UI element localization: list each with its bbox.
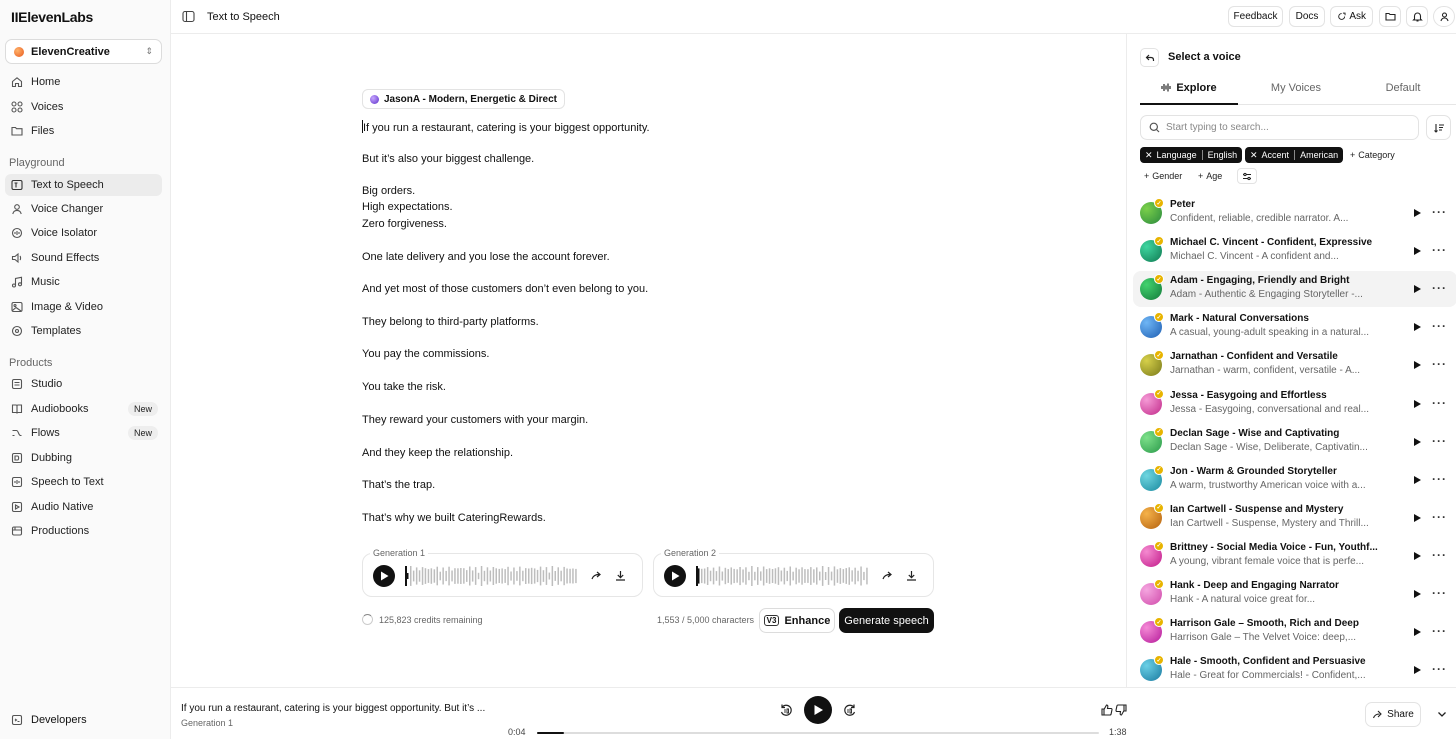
isolator-icon	[11, 227, 23, 239]
player-play-button[interactable]	[804, 696, 832, 724]
tab-default[interactable]: Default	[1385, 82, 1421, 94]
voice-name: Jessa - Easygoing and Effortless	[1170, 389, 1327, 401]
enhance-label: Enhance	[784, 614, 831, 627]
ask-button[interactable]	[1330, 6, 1373, 27]
folder-icon	[11, 125, 23, 137]
voice-row[interactable]	[1133, 195, 1456, 231]
add-gender-filter[interactable]: + Gender	[1144, 171, 1183, 181]
preview-play-icon[interactable]	[1411, 283, 1423, 295]
share-icon[interactable]	[590, 569, 603, 582]
voice-avatar	[370, 95, 379, 104]
sidebar-item-label: Audio Native	[31, 501, 94, 513]
voice-row[interactable]	[1133, 652, 1456, 688]
active-tab-indicator	[1140, 103, 1238, 105]
voice-name: Jon - Warm & Grounded Storyteller	[1170, 465, 1337, 477]
sidebar-item-productions[interactable]	[5, 520, 162, 542]
preview-play-icon[interactable]	[1411, 245, 1423, 257]
voice-description: Adam - Authentic & Engaging Storyteller -...	[1170, 289, 1363, 301]
files-button[interactable]	[1379, 6, 1401, 27]
sidebar-item-files[interactable]	[5, 120, 162, 142]
voice-panel-title: Select a voice	[1168, 51, 1241, 63]
generate-speech-button[interactable]: Generate speech	[839, 608, 934, 633]
logo[interactable]: IIElevenLabs	[11, 9, 93, 25]
sidebar-item-label: Files	[31, 125, 55, 137]
waveform[interactable]	[696, 565, 868, 587]
editor-line: Zero forgiveness.	[362, 218, 447, 230]
more-options-icon[interactable]: ···	[1432, 433, 1447, 448]
current-time: 0:04	[508, 727, 526, 737]
sidebar	[0, 0, 171, 739]
voice-name: Mark - Natural Conversations	[1170, 313, 1309, 325]
remove-filter-icon[interactable]: ✕	[1250, 149, 1258, 160]
plus-icon: +	[1198, 171, 1204, 181]
waveform-icon	[1161, 83, 1172, 92]
more-options-icon[interactable]: ···	[1432, 243, 1447, 258]
verified-badge-icon: ✓	[1154, 198, 1164, 208]
sidebar-item-label: Home	[31, 76, 61, 88]
chevron-up-down-icon: ⇕	[145, 46, 153, 56]
voice-row[interactable]	[1133, 309, 1456, 345]
sidebar-item-image-video[interactable]	[5, 296, 162, 318]
verified-badge-icon: ✓	[1154, 312, 1164, 322]
sidebar-item-studio[interactable]	[5, 373, 162, 395]
workspace-name: ElevenCreative	[31, 45, 110, 58]
text-to-speech-icon	[11, 179, 23, 191]
credits-ring-icon	[362, 614, 373, 625]
preview-play-icon[interactable]	[1411, 207, 1423, 219]
section-products: Products	[9, 357, 53, 369]
character-count: 1,553 / 5,000 characters	[657, 615, 755, 625]
sidebar-item-voice-changer[interactable]	[5, 198, 162, 220]
editor-line: High expectations.	[362, 201, 453, 213]
editor-line: Big orders.	[362, 185, 416, 197]
page-title: Text to Speech	[207, 11, 280, 23]
voice-description: A warm, trustworthy American voice with a...	[1170, 479, 1366, 491]
sidebar-item-audiobooks[interactable]	[5, 398, 162, 420]
sidebar-item-label: Developers	[31, 714, 87, 726]
rewind-10-icon[interactable]	[779, 703, 793, 717]
workspace-avatar	[14, 47, 24, 57]
play-button[interactable]	[373, 565, 395, 587]
download-icon[interactable]	[614, 569, 627, 582]
voice-description: Ian Cartwell - Suspense, Mystery and Thrill...	[1170, 517, 1369, 529]
sidebar-item-label: Flows	[31, 427, 60, 439]
plus-icon: +	[1350, 150, 1356, 160]
share-icon[interactable]	[881, 569, 894, 582]
music-icon	[11, 276, 23, 288]
credits-remaining	[362, 614, 483, 625]
filter-value: American	[1300, 150, 1339, 160]
verified-badge-icon: ✓	[1154, 579, 1164, 589]
sidebar-item-voice-isolator[interactable]	[5, 222, 162, 244]
player-track-text: If you run a restaurant, catering is your biggest opportunity. But it’s ...	[181, 703, 486, 714]
voice-name: Michael C. Vincent - Confident, Expressive	[1170, 237, 1373, 249]
sidebar-item-label: Music	[31, 276, 60, 288]
voice-description: Declan Sage - Wise, Deliberate, Captivatin...	[1170, 441, 1368, 453]
voice-description: Jarnathan - warm, confident, versatile - A...	[1170, 365, 1361, 377]
sidebar-item-label: Voice Changer	[31, 203, 104, 215]
duration: 1:38	[1109, 727, 1127, 737]
editor-line: That’s the trap.	[362, 479, 436, 491]
audio-player	[171, 687, 1456, 739]
verified-badge-icon: ✓	[1154, 236, 1164, 246]
top-bar	[171, 0, 1456, 34]
sidebar-item-flows[interactable]	[5, 422, 162, 444]
sidebar-item-label: Audiobooks	[31, 403, 89, 415]
voice-description: Jessa - Easygoing, conversational and real...	[1170, 403, 1369, 415]
code-icon	[11, 714, 23, 726]
more-options-icon[interactable]: ···	[1432, 509, 1447, 524]
more-options-icon[interactable]: ···	[1432, 547, 1447, 562]
studio-icon	[11, 378, 23, 390]
voice-selector-chip[interactable]	[362, 89, 565, 109]
preview-play-icon[interactable]	[1411, 474, 1423, 486]
sliders-icon	[1242, 172, 1252, 181]
sidebar-item-text-to-speech[interactable]	[5, 174, 162, 196]
image-icon	[11, 301, 23, 313]
voice-name: Brittney - Social Media Voice - Fun, Youthf...	[1170, 541, 1378, 553]
editor-line: One late delivery and you lose the account forever.	[362, 251, 610, 263]
preview-play-icon[interactable]	[1411, 512, 1423, 524]
editor-line: But it’s also your biggest challenge.	[362, 153, 535, 165]
filter-chip-language[interactable]	[1140, 147, 1242, 163]
voice-panel	[1126, 34, 1456, 687]
preview-play-icon[interactable]	[1411, 626, 1423, 638]
voice-name: Hank - Deep and Engaging Narrator	[1170, 580, 1339, 591]
editor-line: You take the risk.	[362, 381, 446, 393]
voice-row[interactable]	[1133, 500, 1456, 536]
more-options-icon[interactable]: ···	[1432, 624, 1447, 639]
voice-row[interactable]	[1133, 424, 1456, 460]
voice-name: Peter	[1170, 199, 1196, 210]
audio-native-icon	[11, 501, 23, 513]
speech-to-text-icon	[11, 476, 23, 488]
more-options-icon[interactable]: ···	[1432, 662, 1447, 677]
generation-card-2	[653, 553, 934, 597]
generation-label: Generation 1	[370, 548, 428, 558]
tab-explore[interactable]: Explore	[1140, 82, 1238, 94]
voice-name: Hale - Smooth, Confident and Persuasive	[1170, 656, 1366, 668]
voice-chip-label: JasonA - Modern, Energetic & Direct	[384, 93, 557, 105]
voice-row[interactable]	[1133, 614, 1456, 650]
sidebar-item-label: Templates	[31, 325, 82, 337]
more-options-icon[interactable]: ···	[1432, 205, 1447, 219]
divider	[1294, 150, 1295, 160]
share-label: Share	[1387, 709, 1414, 720]
filter-settings-button[interactable]	[1237, 168, 1257, 184]
add-category-filter[interactable]: + Category	[1350, 150, 1395, 160]
waveform[interactable]	[405, 565, 577, 587]
editor-line: That’s why we built CateringRewards.	[362, 512, 546, 524]
more-options-icon[interactable]: ···	[1432, 281, 1447, 296]
new-badge: New	[128, 402, 158, 416]
tab-my-voices[interactable]: My Voices	[1270, 82, 1322, 94]
home-icon	[11, 76, 23, 88]
voice-description: Hank - A natural voice great for...	[1170, 594, 1316, 605]
sidebar-item-label: Voices	[31, 101, 64, 113]
verified-badge-icon: ✓	[1154, 389, 1164, 399]
divider	[1202, 150, 1203, 160]
progress-bar[interactable]	[537, 732, 1099, 734]
thumbs-up-icon[interactable]	[1101, 704, 1113, 716]
voice-name: Declan Sage - Wise and Captivating	[1170, 427, 1340, 439]
sidebar-item-label: Image & Video	[31, 301, 103, 313]
generation-label: Generation 2	[661, 548, 719, 558]
avatar-icon	[1439, 11, 1450, 22]
new-badge: New	[128, 426, 158, 440]
share-button[interactable]	[1365, 702, 1421, 727]
voice-name: Jarnathan - Confident and Versatile	[1170, 351, 1338, 363]
play-button[interactable]	[664, 565, 686, 587]
user-icon	[11, 203, 23, 215]
docs-button[interactable]: Docs	[1289, 6, 1325, 27]
more-options-icon[interactable]: ···	[1432, 357, 1447, 372]
verified-badge-icon: ✓	[1154, 465, 1164, 475]
ask-label: Ask	[1349, 11, 1366, 22]
player-track-subtitle: Generation 1	[181, 718, 234, 728]
sort-button[interactable]	[1426, 115, 1451, 140]
play-icon	[671, 571, 680, 581]
ask-icon	[1337, 11, 1346, 22]
sidebar-item-developers[interactable]	[5, 710, 162, 730]
chevron-down-icon[interactable]	[1436, 708, 1448, 720]
voice-search-input[interactable]	[1166, 122, 1406, 133]
sidebar-item-sound-effects[interactable]	[5, 247, 162, 269]
voice-row[interactable]	[1133, 386, 1456, 422]
verified-badge-icon: ✓	[1154, 541, 1164, 551]
remove-filter-icon[interactable]: ✕	[1145, 149, 1153, 160]
voice-row[interactable]	[1133, 233, 1456, 269]
sidebar-item-label: Speech to Text	[31, 476, 104, 488]
voice-description: A young, vibrant female voice that is perfe...	[1170, 555, 1364, 567]
voice-name: Adam - Engaging, Friendly and Bright	[1170, 275, 1350, 287]
verified-badge-icon: ✓	[1154, 350, 1164, 360]
sidebar-item-home[interactable]	[5, 71, 162, 93]
verified-badge-icon: ✓	[1154, 274, 1164, 284]
flows-icon	[11, 427, 23, 439]
filter-value: English	[1207, 150, 1238, 160]
play-icon	[813, 704, 824, 716]
sidebar-item-label: Voice Isolator	[31, 227, 98, 239]
sidebar-item-dubbing[interactable]	[5, 447, 162, 469]
voice-description: A casual, young-adult speaking in a natural...	[1170, 327, 1370, 339]
sidebar-item-label: Productions	[31, 525, 90, 537]
voices-icon	[11, 101, 23, 113]
progress-fill	[537, 732, 564, 734]
voice-row[interactable]	[1133, 538, 1456, 574]
filter-key: Accent	[1261, 150, 1290, 160]
feedback-button[interactable]: Feedback	[1228, 6, 1283, 27]
plus-icon: +	[1144, 171, 1150, 181]
verified-badge-icon: ✓	[1154, 655, 1164, 665]
preview-play-icon[interactable]	[1411, 359, 1423, 371]
account-button[interactable]	[1433, 6, 1455, 27]
editor-line: They belong to third-party platforms.	[362, 316, 539, 328]
sound-effects-icon	[11, 252, 23, 264]
thumbs-down-icon[interactable]	[1115, 704, 1127, 716]
sidebar-toggle-icon[interactable]	[182, 10, 195, 23]
sidebar-item-label: Dubbing	[31, 452, 72, 464]
editor-line: And yet most of those customers don’t even belong to you.	[362, 283, 649, 295]
verified-badge-icon: ✓	[1154, 617, 1164, 627]
share-icon	[1372, 709, 1383, 720]
templates-icon	[11, 325, 23, 337]
workspace-switcher[interactable]	[5, 39, 162, 64]
filter-key: Language	[1156, 150, 1197, 160]
preview-play-icon[interactable]	[1411, 436, 1423, 448]
voice-search[interactable]	[1140, 115, 1419, 140]
preview-play-icon[interactable]	[1411, 664, 1423, 676]
preview-play-icon[interactable]	[1411, 588, 1423, 600]
sidebar-item-music[interactable]	[5, 271, 162, 293]
sidebar-item-label: Text to Speech	[31, 179, 104, 191]
more-options-icon[interactable]: ···	[1432, 471, 1447, 486]
enhance-button[interactable]	[759, 608, 835, 633]
sidebar-item-audio-native[interactable]	[5, 496, 162, 518]
editor-line: They reward your customers with your margin.	[362, 414, 589, 426]
voice-description: Harrison Gale – The Velvet Voice: deep,...	[1170, 632, 1357, 644]
more-options-icon[interactable]: ···	[1432, 586, 1447, 600]
editor-line: And they keep the relationship.	[362, 447, 514, 459]
credits-text: 125,823 credits remaining	[379, 614, 483, 625]
notifications-button[interactable]	[1406, 6, 1428, 27]
preview-play-icon[interactable]	[1411, 550, 1423, 562]
download-icon[interactable]	[905, 569, 918, 582]
back-button[interactable]	[1140, 48, 1159, 67]
more-options-icon[interactable]: ···	[1432, 395, 1447, 410]
verified-badge-icon: ✓	[1154, 427, 1164, 437]
forward-10-icon[interactable]	[843, 703, 857, 717]
voice-description: Confident, reliable, credible narrator. A...	[1170, 213, 1349, 224]
add-age-filter[interactable]: + Age	[1198, 171, 1223, 181]
v3-badge: V3	[764, 615, 780, 626]
voice-name: Harrison Gale – Smooth, Rich and Deep	[1170, 618, 1359, 630]
voice-description: Michael C. Vincent - A confident and...	[1170, 251, 1339, 263]
sidebar-item-label: Sound Effects	[31, 252, 100, 264]
search-icon	[1149, 122, 1160, 133]
book-icon	[11, 403, 23, 415]
voice-row[interactable]	[1133, 347, 1456, 383]
verified-badge-icon: ✓	[1154, 503, 1164, 513]
editor-line: You pay the commissions.	[362, 348, 490, 360]
sidebar-item-templates[interactable]	[5, 320, 162, 342]
generation-card-1	[362, 553, 643, 597]
sidebar-item-speech-to-text[interactable]	[5, 471, 162, 493]
sort-icon	[1433, 122, 1445, 134]
editor-line: If you run a restaurant, catering is your biggest opportunity.	[363, 122, 650, 134]
filter-chip-accent[interactable]	[1245, 147, 1343, 163]
sidebar-item-voices[interactable]	[5, 96, 162, 118]
play-icon	[380, 571, 389, 581]
bell-icon	[1412, 11, 1423, 22]
preview-play-icon[interactable]	[1411, 321, 1423, 333]
section-playground: Playground	[9, 157, 65, 169]
preview-play-icon[interactable]	[1411, 398, 1423, 410]
back-arrow-icon	[1145, 53, 1155, 63]
more-options-icon[interactable]: ···	[1432, 319, 1447, 334]
folder-icon	[1385, 11, 1396, 22]
sidebar-item-label: Studio	[31, 378, 63, 390]
voice-description: Hale - Great for Commercials! - Confident,...	[1170, 670, 1366, 682]
voice-row[interactable]	[1133, 271, 1456, 307]
voice-row[interactable]	[1133, 462, 1456, 498]
productions-icon	[11, 525, 23, 537]
voice-row[interactable]	[1133, 576, 1456, 612]
voice-name: Ian Cartwell - Suspense and Mystery	[1170, 503, 1344, 515]
dubbing-icon	[11, 452, 23, 464]
